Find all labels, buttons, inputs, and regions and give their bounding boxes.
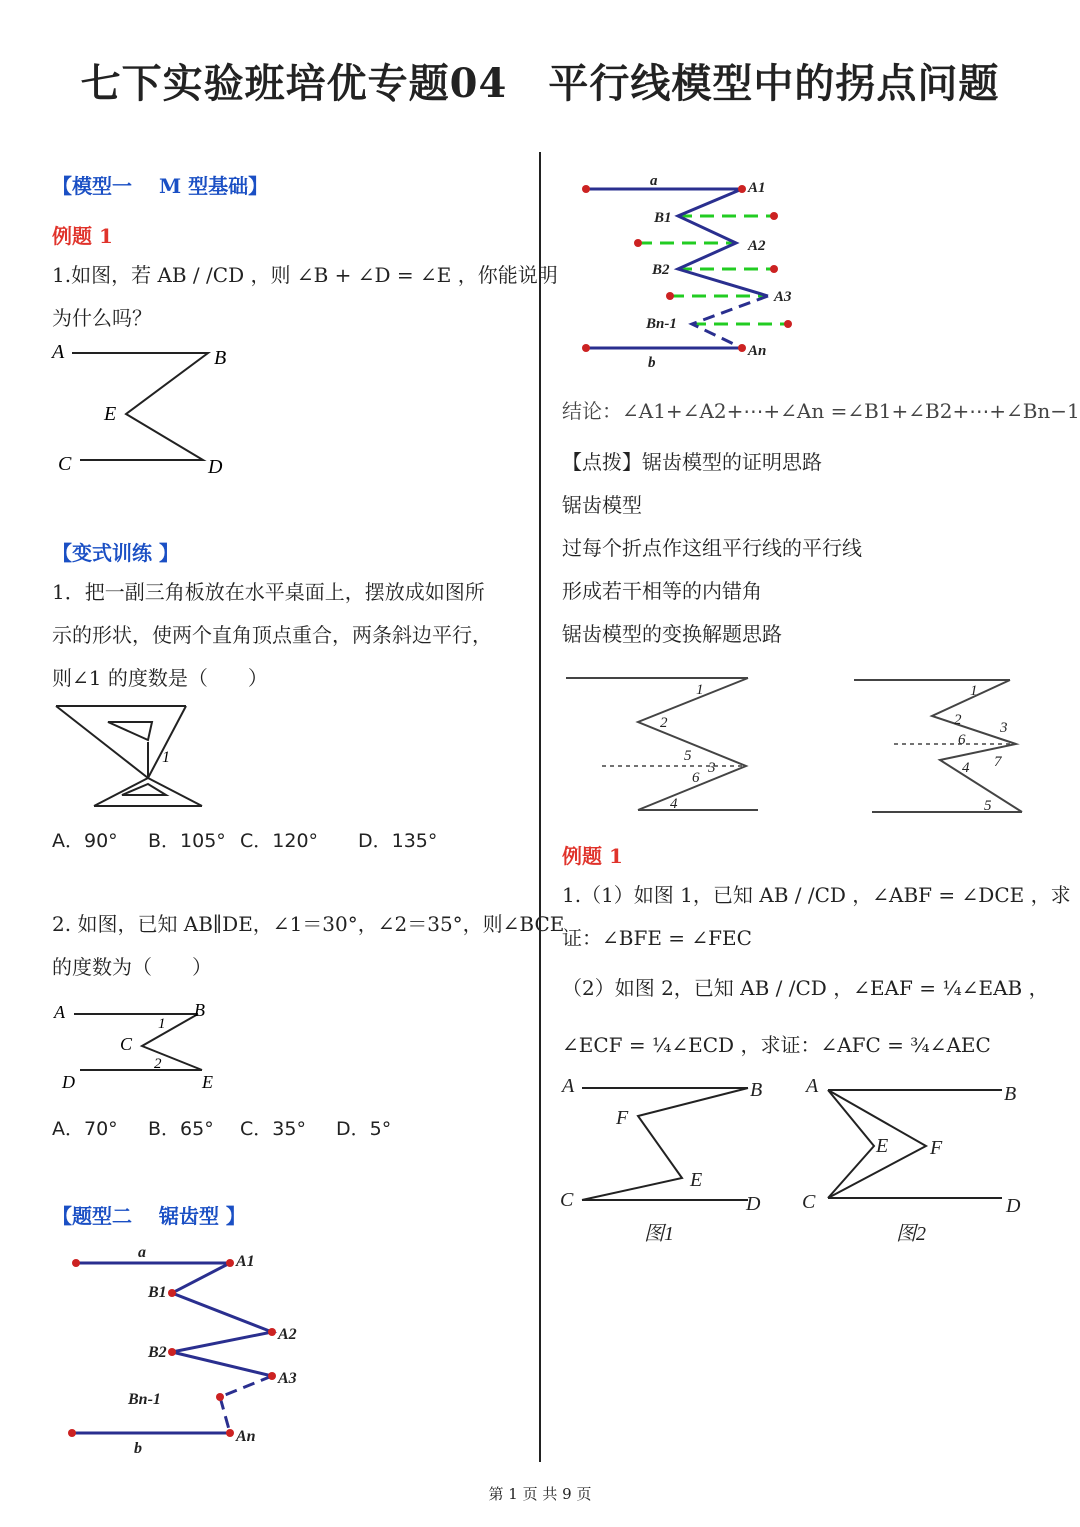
q2-line1: （2）如图 2，已知 AB / /CD ，∠EAF = ¼∠EAB ，: [562, 976, 1049, 1000]
v1-option-b[interactable]: B．105°: [148, 830, 226, 852]
fig8-label-d: D: [746, 1193, 761, 1215]
fig7-angle-5: 5: [984, 798, 992, 814]
fig6-angle-5: 5: [684, 748, 692, 764]
tip-heading: 【点拨】锯齿模型的证明思路: [562, 450, 822, 474]
figure-sawtooth: [60, 1240, 320, 1460]
figure-2: [798, 1070, 1038, 1250]
variant-heading: 【变式训练 】: [52, 541, 179, 565]
fig9-label-d: D: [1006, 1195, 1021, 1217]
figure-1: [558, 1070, 778, 1250]
fig1-label-a: A: [52, 341, 65, 363]
fig9-label-a: A: [806, 1075, 819, 1097]
fig3-label-d: D: [62, 1072, 75, 1092]
fig7-angle-2: 2: [954, 712, 962, 728]
fig6-angle-3: 3: [708, 760, 716, 776]
figure-transform-1: [562, 670, 762, 820]
fig1-label-d: D: [208, 456, 223, 478]
fig6-angle-6: 6: [692, 770, 700, 786]
model1-heading: 【模型一 M 型基础】: [52, 174, 269, 198]
fig3-angle-2: 2: [154, 1056, 162, 1072]
q2-line2: ∠ECF = ¼∠ECD ，求证：∠AFC = ¾∠AEC: [562, 1033, 991, 1057]
fig5-label-a3: A3: [774, 289, 792, 305]
v1-option-c[interactable]: C．120°: [240, 830, 319, 852]
fig4-label-a: a: [138, 1244, 146, 1261]
v2-option-d[interactable]: D．5°: [336, 1118, 392, 1140]
v2-option-c[interactable]: C．35°: [240, 1118, 306, 1140]
fig5-label-a1: A1: [748, 180, 766, 196]
model2-heading: 【题型二 锯齿型 】: [52, 1204, 246, 1228]
ex1-line2: 为什么吗？: [52, 306, 152, 330]
fig3-label-c: C: [120, 1034, 133, 1054]
fig8-label-a: A: [562, 1075, 575, 1097]
fig5-label-b2: B2: [652, 262, 670, 278]
tip-line-4: 锯齿模型的变换解题思路: [562, 622, 782, 646]
fig9-label-c: C: [802, 1191, 816, 1213]
figure-ab-de: [50, 998, 230, 1098]
fig8-label-e: E: [690, 1169, 703, 1191]
v1-line3: 则∠1 的度数是（ ）: [52, 666, 268, 690]
fig3-label-b: B: [194, 1000, 205, 1020]
fig7-angle-6: 6: [958, 732, 966, 748]
fig3-label-e: E: [202, 1072, 213, 1092]
ex1-line1: 1.如图，若 AB / /CD ，则 ∠B + ∠D = ∠E ，你能说明: [52, 263, 558, 287]
fig4-label-an: An: [236, 1428, 256, 1445]
v1-option-d[interactable]: D．135°: [358, 830, 438, 852]
v2-options: [52, 1114, 391, 1141]
fig7-angle-1: 1: [970, 683, 978, 699]
fig5-label-bn1: Bn-1: [646, 316, 677, 332]
fig1-label-b: B: [214, 347, 227, 369]
fig4-label-bn1: Bn-1: [128, 1391, 161, 1408]
right-example-label: 例题 1: [562, 844, 623, 868]
fig8-label-b: B: [750, 1079, 763, 1101]
fig4-label-b: b: [134, 1440, 142, 1457]
fig2-angle-1: 1: [162, 749, 170, 766]
tip-line-1: 锯齿模型: [562, 493, 642, 517]
figure-triangle-boards: [50, 700, 220, 815]
fig4-label-b1: B1: [148, 1284, 167, 1301]
fig7-angle-7: 7: [994, 754, 1002, 770]
fig9-label-b: B: [1004, 1083, 1017, 1105]
figure-transform-2: [850, 670, 1050, 820]
fig9-label-f: F: [930, 1137, 943, 1159]
fig9-label-e: E: [876, 1135, 889, 1157]
column-divider: [539, 152, 541, 1462]
fig5-label-b: b: [648, 355, 656, 368]
figure-sawtooth-parallels: [570, 168, 810, 368]
v2-line2: 的度数为（ ）: [52, 955, 212, 979]
v2-option-a[interactable]: A．70°: [52, 1118, 118, 1140]
figure-m-model: [48, 338, 248, 478]
v2-line1: 2. 如图，已知 AB∥DE，∠1＝30°，∠2＝35°，则∠BCE: [52, 912, 565, 936]
v1-line2: 示的形状，使两个直角顶点重合，两条斜边平行，: [52, 623, 492, 647]
fig6-angle-4: 4: [670, 796, 678, 812]
fig5-label-a: a: [650, 173, 658, 189]
fig3-label-a: A: [54, 1002, 65, 1022]
fig1-label-e: E: [104, 403, 117, 425]
v1-options: [52, 826, 437, 853]
conclusion: 结论：∠A1+∠A2+⋯+∠An =∠B1+∠B2+⋯+∠Bn−1: [562, 399, 1080, 423]
v2-option-b[interactable]: B．65°: [148, 1118, 214, 1140]
fig4-label-a3: A3: [278, 1370, 297, 1387]
fig7-angle-4: 4: [962, 760, 970, 776]
v1-line1: 1．把一副三角板放在水平桌面上，摆放成如图所: [52, 580, 485, 604]
fig4-label-a2: A2: [278, 1326, 297, 1343]
fig8-caption: 图1: [644, 1223, 674, 1245]
fig4-label-a1: A1: [236, 1253, 255, 1270]
tip-line-3: 形成若干相等的内错角: [562, 579, 762, 603]
fig1-label-c: C: [58, 453, 72, 475]
fig9-caption: 图2: [896, 1223, 926, 1245]
fig8-label-f: F: [616, 1107, 629, 1129]
fig7-angle-3: 3: [1000, 720, 1008, 736]
q1-line1: 1.（1）如图 1，已知 AB / /CD ，∠ABF = ∠DCE ，求: [562, 883, 1071, 907]
q1-line2: 证：∠BFE = ∠FEC: [562, 926, 752, 950]
fig3-angle-1: 1: [158, 1016, 166, 1032]
v1-option-a[interactable]: A．90°: [52, 830, 118, 852]
example1-label: 例题 1: [52, 224, 113, 248]
fig6-angle-2: 2: [660, 715, 668, 731]
fig5-label-a2: A2: [748, 238, 766, 254]
fig4-label-b2: B2: [148, 1344, 167, 1361]
fig6-angle-1: 1: [696, 682, 704, 698]
page-title: 七下实验班培优专题04 平行线模型中的拐点问题: [80, 60, 1000, 107]
fig5-label-an: An: [748, 343, 767, 359]
fig5-label-b1: B1: [654, 210, 672, 226]
tip-line-2: 过每个折点作这组平行线的平行线: [562, 536, 862, 560]
page-footer: 第 1 页 共 9 页: [488, 1485, 592, 1503]
fig8-label-c: C: [560, 1189, 574, 1211]
